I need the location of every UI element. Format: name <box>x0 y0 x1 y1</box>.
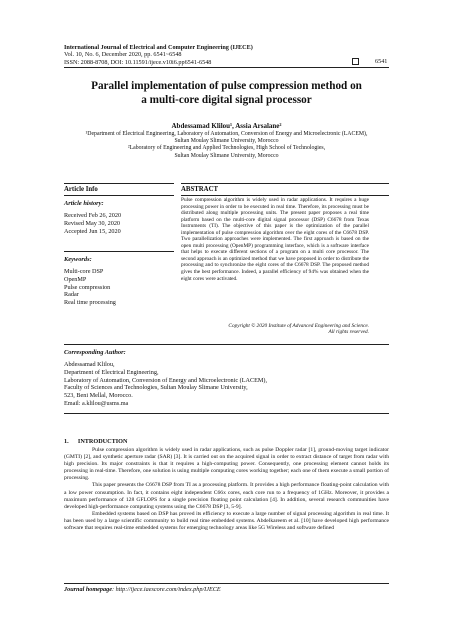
keywords-heading: Keywords: <box>64 256 92 263</box>
journal-volume: Vol. 10, No. 6, December 2020, pp. 6541~6548 <box>64 51 182 59</box>
affiliations <box>40 131 413 160</box>
introduction-body <box>64 447 389 532</box>
keywords-list <box>64 268 116 307</box>
copyright <box>181 323 369 336</box>
affiliation-2-line-1: ²Laboratory of Engineering and Applied Technologies, High School of Technologies, <box>127 145 326 152</box>
article-info-rule <box>64 195 174 196</box>
affiliation-2-line-2: Sultan Moulay Slimane University, Morocco <box>174 152 279 159</box>
article-info-heading: Article Info <box>64 186 98 193</box>
journal-name: International Journal of Electrical and Computer Engineering (IJECE) <box>64 44 253 51</box>
page-number: 6541 <box>375 58 388 65</box>
title-line-1: Parallel implementation of pulse compression method on <box>91 80 362 92</box>
keyword-item: Pulse compression <box>64 283 111 291</box>
homepage-label: Journal homepage <box>64 586 112 593</box>
article-history <box>64 212 121 235</box>
homepage-url[interactable]: : http://ijece.iaescore.com/index.php/IJECE <box>111 586 221 593</box>
corresponding-line: Faculty of Sciences and Technologies, Sultan Moulay Slimane University, <box>64 384 248 392</box>
abstract-text: Pulse compression algorithm is widely used in radar applications. It requires a huge processing power in order to be executed in real time. Therefore, its processing must be distributed along multiple processing units. The present paper proposes a real time platform based on the multi-core digital signal processor (DSP) C6678 from Texas Instruments (TI). The objective of this paper is the optimization of the parallel implementation of pulse compression algorithm over the eight cores of the C6678 DSP. Two parallelization approaches were implemented. The first approach is based on the open multi processing (OpenMP) programming interface, which is a software interface that helps to execute different sections of a program on a multi core processor. The second approach is an optimized method that we have proposed in order to distribute the processing and to synchronize the eight cores of the C6678 DSP. The proposed method gives the best performance. Indeed, a parallel efficiency of 94% was obtained when the eight cores were activated. <box>181 197 369 282</box>
abstract-heading: ABSTRACT <box>181 186 219 193</box>
corresponding-line: Department of Electrical Engineering, <box>64 368 159 376</box>
revised-date: Revised May 30, 2020 <box>64 219 121 227</box>
keyword-item: Multi-core DSP <box>64 268 104 275</box>
abstract-rule <box>181 195 389 196</box>
article-info-top-rule <box>64 183 174 184</box>
corresponding-bottom-rule <box>64 413 389 414</box>
received-date: Received Feb 26, 2020 <box>64 212 122 219</box>
corresponding-line: Laboratory of Automation, Conversion of Energy and Microelectronic (LACEM), <box>64 376 267 384</box>
corresponding-line: 523, Beni Mellal, Morocco. <box>64 392 133 400</box>
keyword-item: Radar <box>64 291 79 299</box>
checkbox-icon <box>352 58 359 65</box>
journal-homepage <box>64 586 221 593</box>
keywords-rule <box>64 251 174 252</box>
journal-header <box>64 44 253 66</box>
abstract-top-rule <box>181 183 389 184</box>
intro-paragraph-2: This paper presents the C6678 DSP from TI as a processing platform. It provides a high performance floating-point calculation with a low power consumption. In fact, it contains eight independent C66x cores, each core run to a frequency of 1GHz. Moreover, it provides a maximum performance of 128 GFLOPS for a single precision floating point calculation [4]. In addition, several research communities have developed high-performance computing systems using the C6678 DSP [3, 5-9]. <box>64 482 389 510</box>
keyword-item: Real time processing <box>64 299 116 307</box>
history-heading: Article history: <box>64 200 104 207</box>
affiliation-1-line-2: Sultan Moulay Slimane University, Morocco <box>174 138 279 145</box>
corresponding-details <box>64 361 267 408</box>
intro-paragraph-1: Pulse compression algorithm is widely used in radar applications, such as pulse Doppler radar [1], ground-moving target indicator (GMTI) [2], and synthetic aperture radar (SAR) [3]. It is carried out on the acquired signal in order to extract distance of target from radar with high precision. Its major constraints is that it requires a high-computing power. Consequently, one processing element cannot holds its processing in real-time. Therefore, one solution is using multiple computing cores working together; each one of them execute a small portion of processing. <box>64 447 389 482</box>
keyword-item: OpenMP <box>64 275 87 283</box>
authors: Abdessamad Klilou¹, Assia Arsalane² <box>171 122 282 130</box>
introduction-heading: 1. INTRODUCTION <box>64 438 128 445</box>
corresponding-line: Email: a.klilou@usms.ma <box>64 399 129 407</box>
journal-issn: ISSN: 2088-8708, DOI: 10.11591/ijece.v10i6.pp6541-6548 <box>64 58 212 66</box>
accepted-date: Accepted Jun 15, 2020 <box>64 227 121 235</box>
title-line-2: a multi-core digital signal processor <box>141 93 312 106</box>
affiliation-1-line-1: ¹Department of Electrical Engineering, Laboratory of Automation, Conversion of Energy and Microelectronic (LACEM), <box>85 131 368 137</box>
copyright-line-2: All rights reserved. <box>328 329 369 336</box>
page-number-block <box>352 58 387 65</box>
footer-rule <box>64 583 389 584</box>
corresponding-line: Abdessamad Klilou, <box>64 361 115 368</box>
intro-paragraph-3: Embedded systems based on DSP has proved its efficiency to execute a large number of signal processing algorithm in real time. It has been used by a large scientific community to build real time embedded systems. Abdelkareem et al. [10] have developed high performance software that requires real-time embedded systems for emerging technology areas like 5G Wireless and software defined <box>64 510 389 532</box>
header-rule <box>64 67 389 68</box>
corresponding-rule <box>64 344 389 345</box>
corresponding-heading: Corresponding Author: <box>64 349 126 356</box>
copyright-line-1: Copyright © 2020 Institute of Advanced Engineering and Science. <box>228 323 369 329</box>
paper-title <box>40 80 413 107</box>
